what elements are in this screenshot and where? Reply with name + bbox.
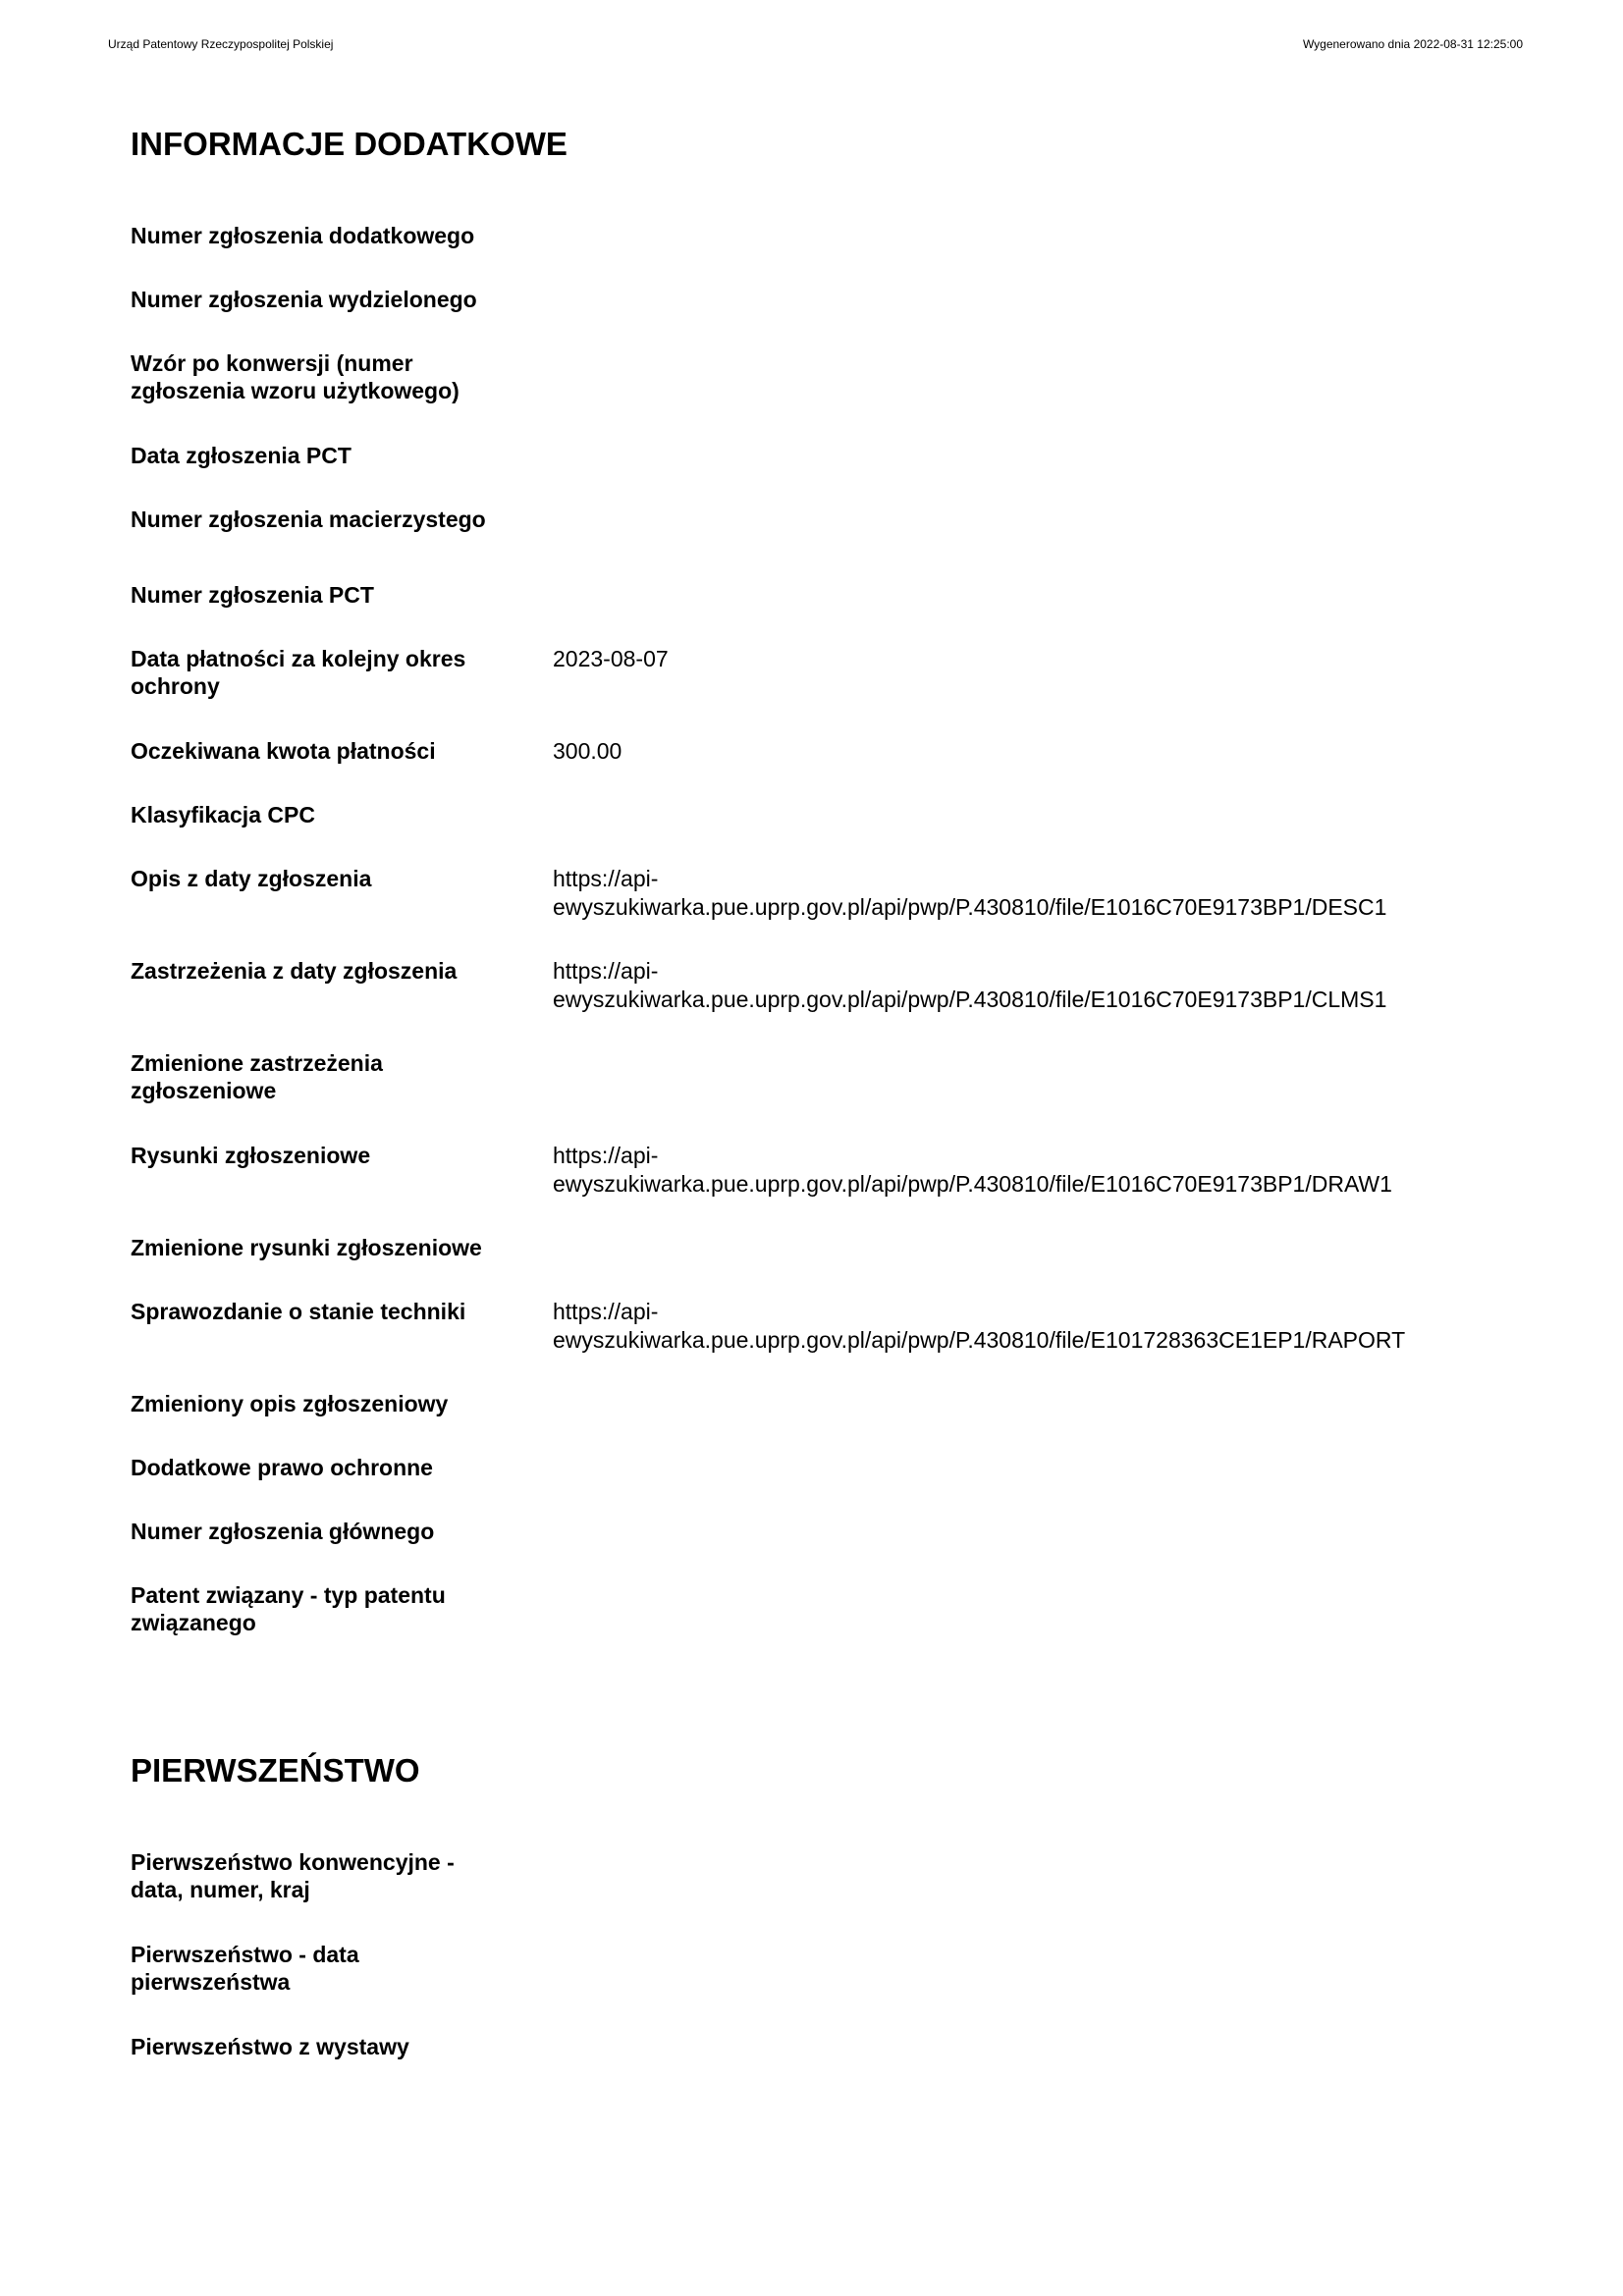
field-label: Patent związany - typ patentu związanego (131, 1582, 446, 1635)
field-row (131, 1941, 1505, 1996)
field-row (131, 737, 1505, 766)
field-label: Data zgłoszenia PCT (131, 443, 352, 468)
field-row (131, 506, 1505, 533)
office-name: Urząd Patentowy Rzeczypospolitej Polskiej (108, 37, 334, 51)
field-value (553, 1518, 1486, 1545)
field-value (553, 1234, 1486, 1261)
claims-link[interactable]: https://api- ewyszukiwarka.pue.uprp.gov.pl/api/pwp/P.430810/file/E1016C70E9173BP1/CLMS1 (553, 958, 1387, 1012)
field-label: Wzór po konwersji (numer zgłoszenia wzoru użytkowego) (131, 350, 460, 403)
field-value (553, 286, 1486, 313)
field-label: Klasyfikacja CPC (131, 802, 315, 828)
field-row (131, 957, 1505, 1014)
field-label: Numer zgłoszenia PCT (131, 582, 374, 608)
field-label: Sprawozdanie o stanie techniki (131, 1299, 466, 1324)
field-value (553, 349, 1486, 404)
field-value (553, 1049, 1486, 1104)
field-row (131, 1848, 1505, 1903)
field-value (553, 1848, 1486, 1903)
field-row (131, 2033, 1505, 2060)
field-row (131, 1298, 1505, 1355)
field-label: Pierwszeństwo - data pierwszeństwa (131, 1942, 359, 1995)
field-label: Zmieniony opis zgłoszeniowy (131, 1391, 449, 1416)
generated-timestamp: Wygenerowano dnia 2022-08-31 12:25:00 (1302, 37, 1523, 51)
field-row (131, 801, 1505, 828)
field-label: Numer zgłoszenia macierzystego (131, 507, 486, 532)
field-value (553, 2033, 1486, 2060)
field-value (553, 506, 1486, 533)
field-label: Oczekiwana kwota płatności (131, 738, 436, 764)
field-label: Pierwszeństwo konwencyjne - data, numer, kraj (131, 1849, 455, 1902)
field-label: Zmienione rysunki zgłoszeniowe (131, 1235, 482, 1260)
field-label: Data płatności za kolejny okres ochrony (131, 646, 466, 699)
field-label: Numer zgłoszenia głównego (131, 1519, 435, 1544)
field-label: Numer zgłoszenia wydzielonego (131, 287, 477, 312)
field-value (553, 1941, 1486, 1996)
section-title-priority: PIERWSZEŃSTWO (131, 1752, 420, 1789)
field-label: Zastrzeżenia z daty zgłoszenia (131, 958, 458, 984)
field-row (131, 865, 1505, 922)
section-title-info: INFORMACJE DODATKOWE (131, 126, 568, 162)
payment-amount-value: 300.00 (553, 738, 622, 764)
field-value (553, 801, 1486, 828)
field-value (553, 222, 1486, 249)
drawings-link[interactable]: https://api- ewyszukiwarka.pue.uprp.gov.pl/api/pwp/P.430810/file/E1016C70E9173BP1/DRAW1 (553, 1143, 1392, 1197)
field-row (131, 222, 1505, 249)
field-label: Pierwszeństwo z wystawy (131, 2034, 409, 2059)
field-value (553, 581, 1486, 609)
field-row (131, 581, 1505, 609)
field-label: Numer zgłoszenia dodatkowego (131, 223, 475, 248)
field-row (131, 1390, 1505, 1417)
field-value (553, 1454, 1486, 1481)
field-row (131, 286, 1505, 313)
field-row (131, 1518, 1505, 1545)
field-label: Zmienione zastrzeżenia zgłoszeniowe (131, 1050, 383, 1103)
field-label: Dodatkowe prawo ochronne (131, 1455, 433, 1480)
description-link[interactable]: https://api- ewyszukiwarka.pue.uprp.gov.pl/api/pwp/P.430810/file/E1016C70E9173BP1/DESC1 (553, 866, 1387, 920)
field-row (131, 1049, 1505, 1104)
payment-date-value: 2023-08-07 (553, 646, 669, 671)
field-row (131, 349, 1505, 404)
field-value (553, 442, 1486, 469)
field-row (131, 1142, 1505, 1199)
field-label: Rysunki zgłoszeniowe (131, 1143, 371, 1168)
field-row (131, 1581, 1505, 1636)
field-row (131, 645, 1505, 700)
field-row (131, 1234, 1505, 1261)
search-report-link[interactable]: https://api- ewyszukiwarka.pue.uprp.gov.pl/api/pwp/P.430810/file/E101728363CE1EP1/RAPORT (553, 1299, 1406, 1353)
field-row (131, 1454, 1505, 1481)
field-row (131, 442, 1505, 469)
field-label: Opis z daty zgłoszenia (131, 866, 372, 891)
field-value (553, 1390, 1486, 1417)
field-value (553, 1581, 1486, 1636)
